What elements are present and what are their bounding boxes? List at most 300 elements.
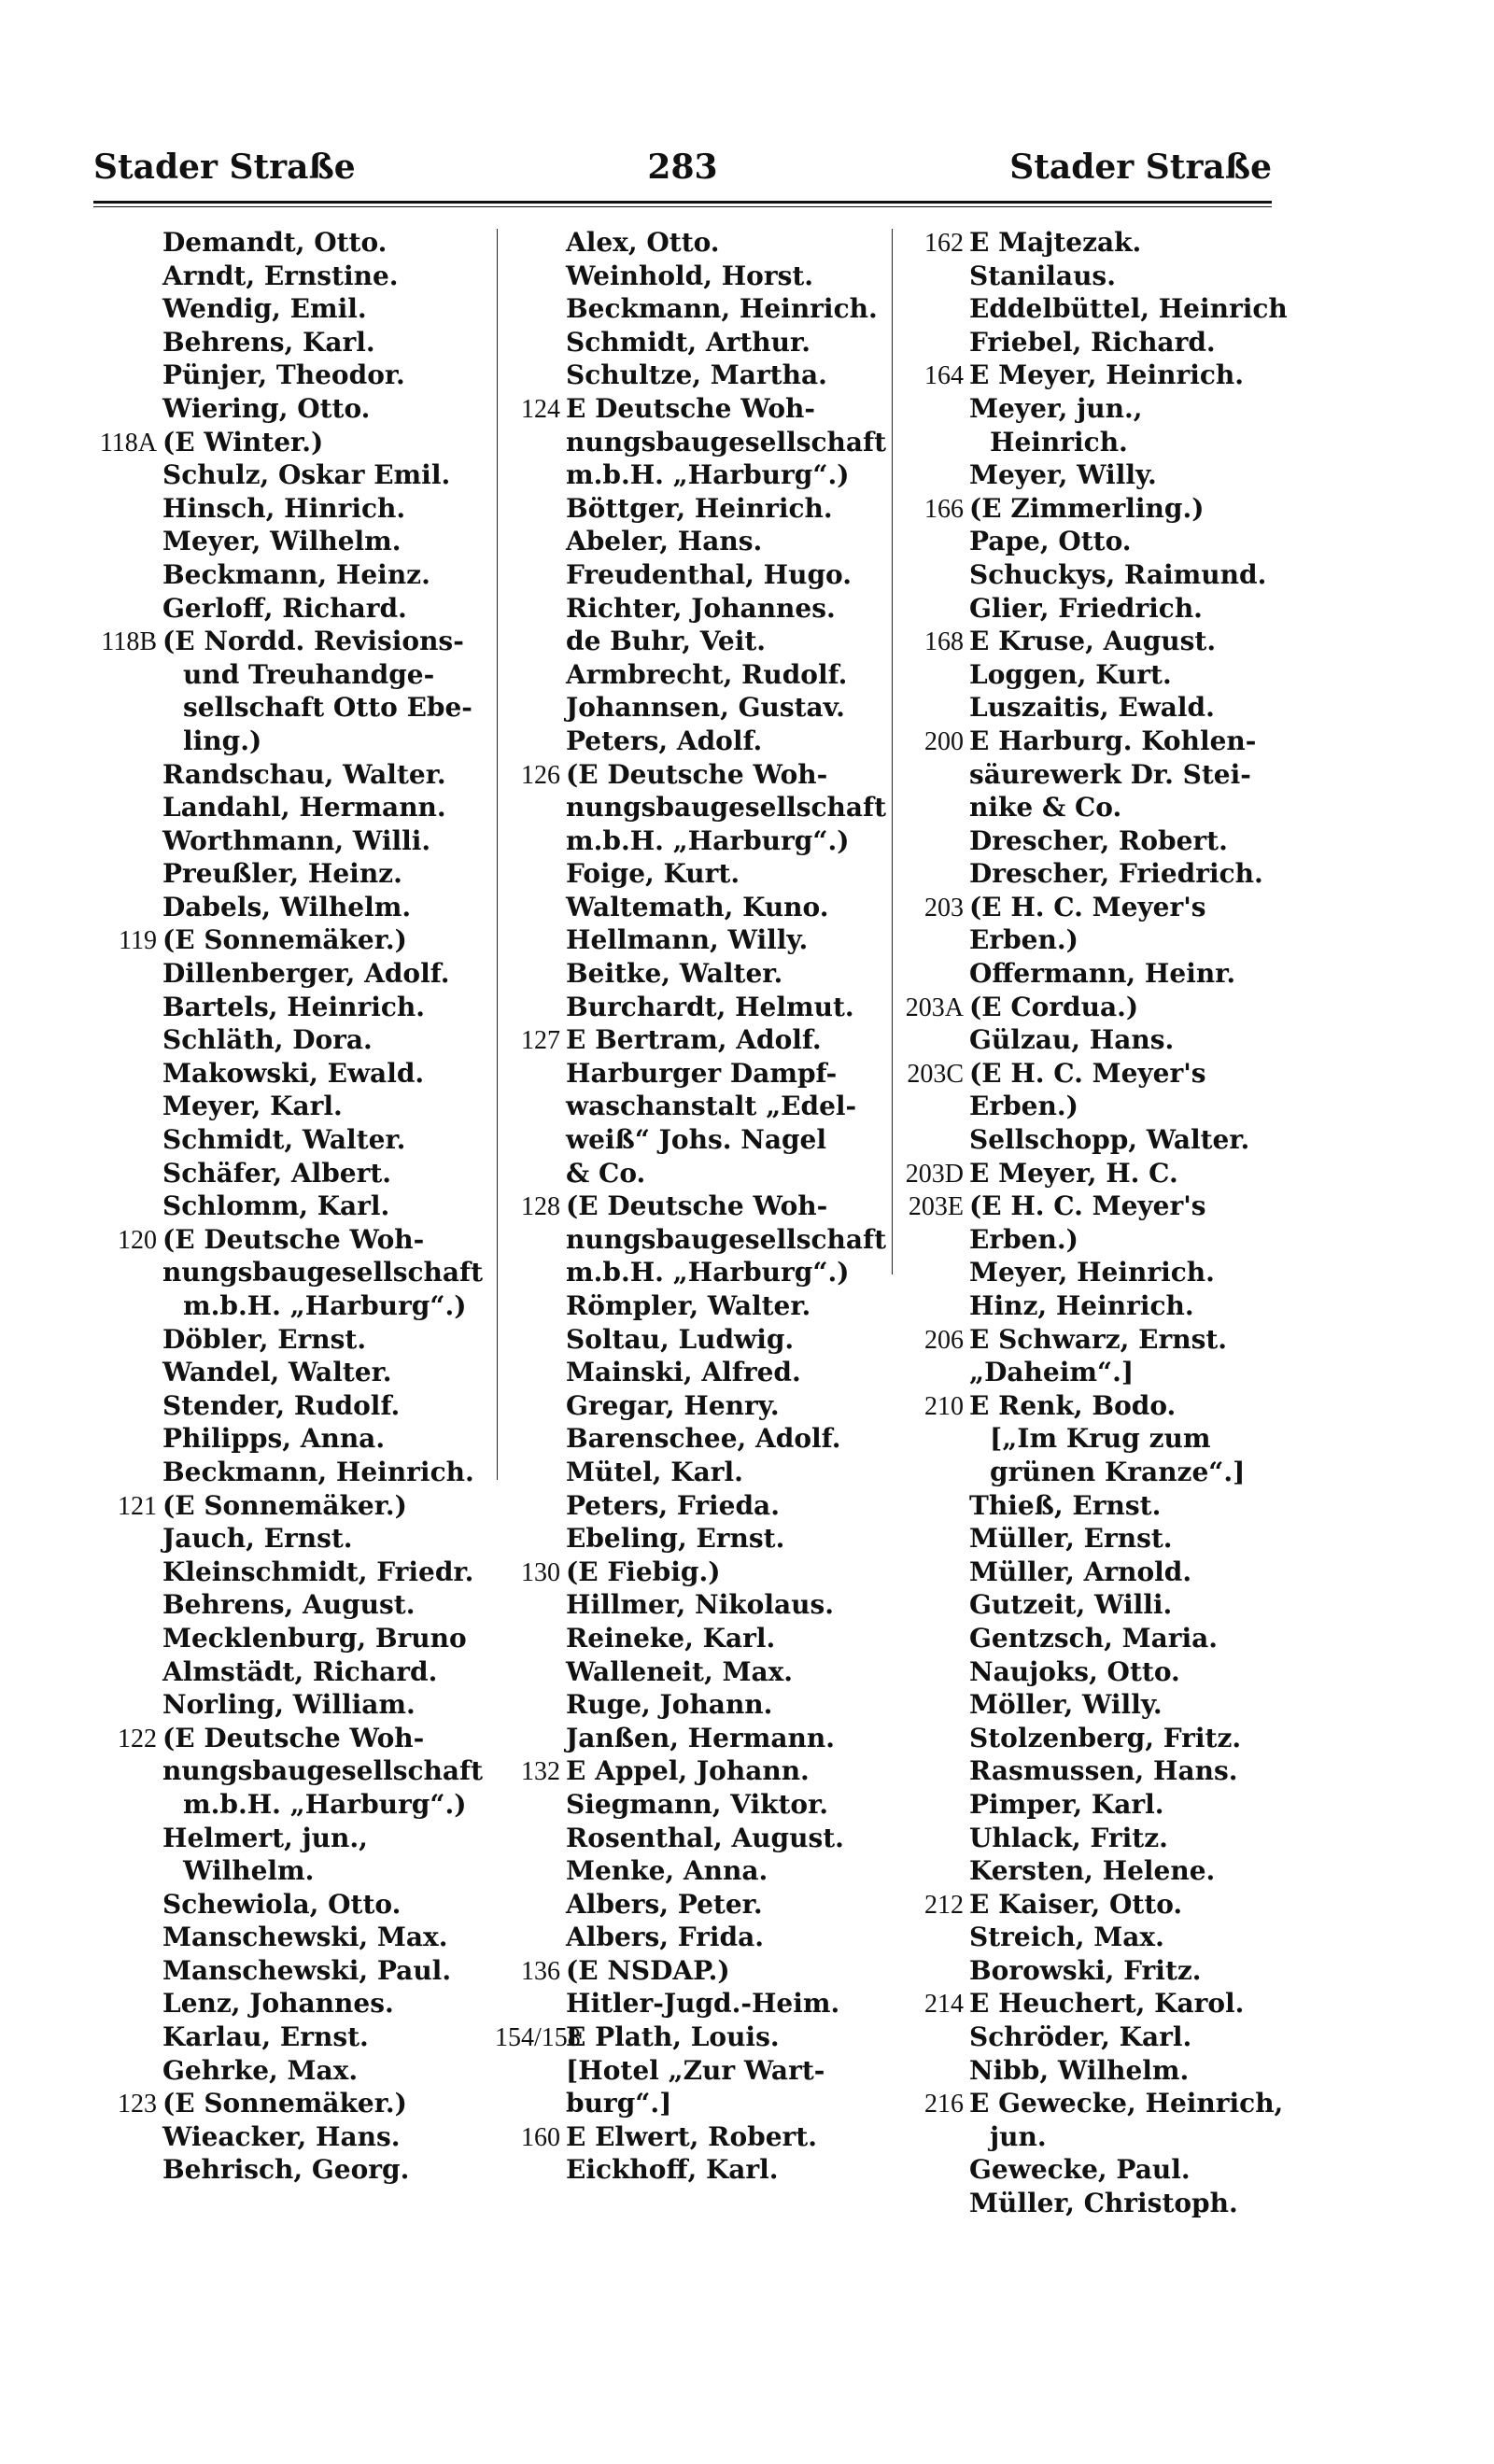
entry-text: Peters, Frieda.: [566, 1489, 780, 1521]
entry-text: m.b.H. „Harburg“.): [566, 824, 850, 856]
directory-entry: [898, 525, 1290, 558]
directory-entry: [92, 791, 484, 824]
directory-entry: [495, 891, 887, 924]
header-rule-thin: [93, 206, 1272, 207]
directory-entry: [495, 426, 887, 459]
directory-entry: [898, 791, 1290, 824]
directory-entry: [495, 991, 887, 1024]
entry-text: (E Sonnemäker.): [162, 1489, 407, 1521]
directory-entry: [898, 923, 1290, 957]
entry-text: Luszaitis, Ewald.: [969, 692, 1215, 724]
entry-text: Armbrecht, Rudolf.: [566, 658, 848, 690]
directory-entry: [92, 1456, 484, 1489]
directory-entry: [92, 1822, 484, 1855]
directory-entry: [898, 1157, 1290, 1190]
entry-text: Norling, William.: [162, 1689, 416, 1721]
entry-text: (E Sonnemäker.): [162, 924, 407, 956]
entry-text: Stanilaus.: [969, 260, 1116, 291]
directory-entry: [92, 359, 484, 392]
entry-text: Bartels, Heinrich.: [162, 991, 426, 1022]
directory-entry: [92, 1754, 484, 1788]
entry-text: Behrens, Karl.: [162, 326, 375, 358]
entry-text: Ruge, Johann.: [566, 1689, 773, 1721]
directory-entry: [92, 1256, 484, 1289]
house-number: 210: [924, 1391, 964, 1421]
house-number: 128: [521, 1192, 560, 1222]
entry-text: Barenschee, Adolf.: [566, 1423, 841, 1455]
entry-text: jun.: [990, 2120, 1047, 2152]
directory-entry: [898, 1655, 1290, 1689]
entry-text: E Gewecke, Heinrich,: [969, 2088, 1284, 2119]
entry-text: Hinz, Heinrich.: [969, 1290, 1194, 1321]
page-header: [93, 140, 1272, 196]
directory-entry: [92, 426, 484, 459]
entry-text: Sellschopp, Walter.: [969, 1124, 1250, 1156]
house-number: 127: [521, 1026, 560, 1056]
directory-entry: [92, 625, 484, 658]
directory-entry: [898, 1023, 1290, 1057]
entry-text: Dabels, Wilhelm.: [162, 891, 412, 922]
entry-text: E Kruse, August.: [969, 626, 1217, 657]
entry-text: Mainski, Alfred.: [566, 1357, 801, 1388]
entry-text: Heinrich.: [990, 426, 1128, 458]
entry-text: Freudenthal, Hugo.: [566, 558, 852, 590]
entry-text: (E Fiebig.): [566, 1556, 721, 1587]
directory-entry: [898, 1854, 1290, 1888]
entry-text: Offermann, Heinr.: [969, 958, 1236, 990]
directory-entry: [898, 1954, 1290, 1988]
entry-text: Stolzenberg, Fritz.: [969, 1722, 1242, 1753]
house-number: 168: [924, 627, 964, 657]
entry-text: Schultze, Martha.: [566, 359, 827, 391]
entry-text: Erben.): [969, 924, 1078, 956]
house-number: 203D: [905, 1159, 964, 1189]
header-street-left: Stader Straße: [93, 148, 356, 187]
directory-entry: [495, 592, 887, 626]
entry-text: E Deutsche Woh-: [566, 392, 816, 424]
directory-entry: [495, 957, 887, 991]
entry-text: Schäfer, Albert.: [162, 1157, 392, 1189]
directory-entry: [92, 558, 484, 592]
house-number: 119: [119, 926, 157, 956]
house-number: 120: [118, 1225, 157, 1255]
directory-entry: [92, 1023, 484, 1057]
directory-entry: [495, 1921, 887, 1954]
directory-entry: [898, 1190, 1290, 1223]
column-divider-2: [892, 229, 893, 1274]
directory-entry: [898, 2187, 1290, 2220]
directory-entry: [898, 2087, 1290, 2120]
entry-text: nungsbaugesellschaft: [566, 1223, 887, 1255]
house-number: 203A: [905, 993, 964, 1022]
directory-entry: [898, 1754, 1290, 1788]
entry-text: sellschaft Otto Ebe-: [183, 692, 472, 724]
entry-text: (E H. C. Meyer's: [969, 1057, 1206, 1089]
directory-entry: [92, 824, 484, 858]
entry-text: nike & Co.: [969, 792, 1122, 824]
directory-entry: [495, 1888, 887, 1922]
directory-entry: [495, 1289, 887, 1323]
directory-entry: [495, 1256, 887, 1289]
entry-text: Demandt, Otto.: [162, 227, 388, 258]
entry-text: Uhlack, Fritz.: [969, 1822, 1168, 1853]
entry-text: Kersten, Helene.: [969, 1855, 1216, 1887]
entry-text: E Meyer, H. C.: [969, 1157, 1178, 1189]
entry-text: Albers, Peter.: [566, 1888, 763, 1920]
directory-entry: [898, 1323, 1290, 1357]
entry-text: Alex, Otto.: [566, 227, 720, 258]
directory-entry: [495, 1987, 887, 2020]
directory-entry: [898, 1123, 1290, 1157]
directory-entry: [92, 957, 484, 991]
directory-entry: [92, 292, 484, 326]
entry-text: Reineke, Karl.: [566, 1622, 776, 1654]
directory-entry: [898, 1987, 1290, 2020]
directory-entry: [92, 991, 484, 1024]
directory-entry: [495, 658, 887, 692]
directory-entry: [92, 1389, 484, 1423]
directory-entry: [92, 392, 484, 426]
directory-entry: [92, 891, 484, 924]
entry-text: (E H. C. Meyer's: [969, 1190, 1206, 1222]
directory-entry: [92, 658, 484, 692]
house-number: 166: [924, 494, 964, 524]
entry-text: E Kaiser, Otto.: [969, 1888, 1183, 1920]
directory-entry: [495, 791, 887, 824]
entry-text: Mecklenburg, Bruno: [162, 1622, 467, 1654]
entry-text: Schläth, Dora.: [162, 1024, 373, 1056]
entry-text: Harburger Dampf-: [566, 1057, 838, 1089]
entry-text: [„Im Krug zum: [990, 1423, 1211, 1455]
entry-text: E Heuchert, Karol.: [969, 1988, 1245, 2020]
house-number: 203: [924, 893, 964, 922]
entry-text: Pimper, Karl.: [969, 1788, 1164, 1820]
house-number: 154/158: [495, 2023, 581, 2053]
entry-text: Schröder, Karl.: [969, 2021, 1192, 2053]
entry-text: Mütel, Karl.: [566, 1456, 743, 1487]
directory-entry: [495, 492, 887, 526]
directory-entry: [92, 1190, 484, 1223]
directory-entry: [92, 1722, 484, 1755]
entry-text: Eickhoff, Karl.: [566, 2154, 779, 2186]
entry-text: Peters, Adolf.: [566, 725, 763, 756]
entry-text: Landahl, Hermann.: [162, 792, 446, 824]
directory-entry: [495, 1190, 887, 1223]
directory-entry: [495, 1622, 887, 1655]
directory-entry: [495, 226, 887, 260]
directory-entry: [92, 1323, 484, 1357]
directory-entry: [495, 1556, 887, 1589]
directory-entry: [898, 458, 1290, 492]
entry-text: Meyer, Willy.: [969, 459, 1157, 491]
directory-entry: [898, 1223, 1290, 1257]
entry-text: (E Deutsche Woh-: [162, 1722, 425, 1753]
header-street-right: Stader Straße: [1009, 148, 1272, 187]
directory-entry: [898, 691, 1290, 725]
directory-entry: [898, 1688, 1290, 1722]
directory-entry: [898, 2153, 1290, 2187]
house-number: 206: [924, 1325, 964, 1355]
directory-entry: [495, 1223, 887, 1257]
directory-entry: [92, 2020, 484, 2054]
directory-entry: [495, 2153, 887, 2187]
directory-entry: [898, 260, 1290, 293]
directory-entry: [898, 292, 1290, 326]
entry-text: Glier, Friedrich.: [969, 592, 1203, 624]
directory-entry: [92, 592, 484, 626]
directory-entry: [898, 857, 1290, 891]
entry-text: Beckmann, Heinz.: [162, 558, 430, 590]
entry-text: burg“.]: [566, 2088, 672, 2119]
entry-text: Gerloff, Richard.: [162, 592, 407, 624]
entry-text: Johannsen, Gustav.: [566, 692, 845, 724]
page-number: 283: [647, 148, 718, 187]
directory-entry: [92, 1954, 484, 1988]
entry-text: Hillmer, Nikolaus.: [566, 1589, 834, 1621]
directory-entry: [495, 458, 887, 492]
entry-text: Streich, Max.: [969, 1922, 1164, 1953]
directory-entry: [92, 1223, 484, 1257]
entry-text: Richter, Johannes.: [566, 592, 836, 624]
entry-text: Eddelbüttel, Heinrich: [969, 293, 1288, 325]
entry-text: Gutzeit, Willi.: [969, 1589, 1173, 1621]
directory-entry: [495, 923, 887, 957]
entry-text: E Appel, Johann.: [566, 1755, 810, 1787]
directory-entry: [898, 359, 1290, 392]
directory-entry: [495, 857, 887, 891]
entry-text: Abeler, Hans.: [566, 526, 763, 557]
entry-text: de Buhr, Veit.: [566, 626, 767, 657]
directory-entry: [495, 1157, 887, 1190]
directory-entry: [495, 1090, 887, 1123]
directory-entry: [898, 1556, 1290, 1589]
directory-entry: [92, 1987, 484, 2020]
directory-entry: [495, 2054, 887, 2088]
entry-text: Dillenberger, Adolf.: [162, 958, 450, 990]
directory-entry: [495, 758, 887, 792]
directory-entry: [92, 1522, 484, 1556]
directory-entry: [495, 1754, 887, 1788]
entry-text: Hitler-Jugd.-Heim.: [566, 1988, 840, 2020]
entry-text: Gülzau, Hans.: [969, 1024, 1175, 1056]
house-number: 164: [924, 361, 964, 391]
entry-text: und Treuhandge-: [183, 658, 435, 690]
entry-text: (E Deutsche Woh-: [566, 1190, 828, 1222]
entry-text: Beckmann, Heinrich.: [566, 293, 878, 325]
directory-entry: [898, 1522, 1290, 1556]
house-number: 214: [924, 1990, 964, 2020]
entry-text: Schmidt, Walter.: [162, 1124, 406, 1156]
entry-text: Wieacker, Hans.: [162, 2120, 401, 2152]
directory-entry: [92, 1090, 484, 1123]
entry-text: Helmert, jun.,: [162, 1822, 368, 1853]
directory-entry: [92, 857, 484, 891]
directory-entry: [898, 957, 1290, 991]
entry-text: „Daheim“.]: [969, 1357, 1135, 1388]
header-rule: [93, 201, 1272, 204]
directory-entry: [92, 1588, 484, 1622]
entry-text: waschanstalt „Edel-: [566, 1091, 857, 1122]
entry-text: ling.): [183, 725, 262, 756]
directory-entry: [92, 458, 484, 492]
entry-text: Friebel, Richard.: [969, 326, 1216, 358]
directory-entry: [92, 1356, 484, 1389]
directory-entry: [92, 525, 484, 558]
directory-entry: [92, 2087, 484, 2120]
entry-text: säurewerk Dr. Stei-: [969, 758, 1251, 790]
house-number: 126: [521, 760, 560, 790]
house-number: 160: [521, 2122, 560, 2152]
entry-text: Beckmann, Heinrich.: [162, 1456, 474, 1487]
entry-text: Schuckys, Raimund.: [969, 558, 1267, 590]
directory-entry: [898, 2054, 1290, 2088]
entry-text: Siegmann, Viktor.: [566, 1788, 829, 1820]
entry-text: Manschewski, Paul.: [162, 1954, 452, 1986]
directory-entry: [92, 1888, 484, 1922]
directory-entry: [898, 891, 1290, 924]
entry-text: Soltau, Ludwig.: [566, 1323, 795, 1355]
entry-text: Erben.): [969, 1091, 1078, 1122]
entry-text: Behrisch, Georg.: [162, 2154, 410, 2186]
entry-text: Drescher, Robert.: [969, 824, 1228, 856]
directory-entry: [495, 1456, 887, 1489]
directory-entry: [92, 226, 484, 260]
directory-entry: [495, 1954, 887, 1988]
directory-entry: [898, 2020, 1290, 2054]
directory-entry: [92, 326, 484, 359]
house-number: 122: [118, 1724, 157, 1753]
entry-text: nungsbaugesellschaft: [162, 1257, 484, 1288]
directory-entry: [898, 1090, 1290, 1123]
entry-text: Kleinschmidt, Friedr.: [162, 1556, 474, 1587]
column-2: [495, 226, 887, 2187]
entry-text: Wiering, Otto.: [162, 392, 371, 424]
entry-text: Karlau, Ernst.: [162, 2021, 369, 2053]
directory-entry: [898, 226, 1290, 260]
entry-text: Borowski, Fritz.: [969, 1954, 1202, 1986]
entry-text: Rasmussen, Hans.: [969, 1755, 1238, 1787]
directory-entry: [898, 1356, 1290, 1389]
entry-text: Randschau, Walter.: [162, 758, 446, 790]
entry-text: Lenz, Johannes.: [162, 1988, 394, 2020]
column-1: [92, 226, 484, 2187]
directory-entry: [495, 2087, 887, 2120]
entry-text: E Plath, Louis.: [566, 2021, 780, 2053]
house-number: 203E: [908, 1192, 964, 1222]
entry-text: Wendig, Emil.: [162, 293, 367, 325]
directory-entry: [898, 824, 1290, 858]
house-number: 121: [118, 1491, 157, 1521]
directory-entry: [92, 2153, 484, 2187]
directory-entry: [495, 260, 887, 293]
entry-text: Römpler, Walter.: [566, 1290, 811, 1321]
directory-entry: [898, 625, 1290, 658]
entry-text: Loggen, Kurt.: [969, 658, 1172, 690]
directory-entry: [92, 923, 484, 957]
directory-entry: [495, 625, 887, 658]
directory-entry: [898, 592, 1290, 626]
directory-entry: [898, 426, 1290, 459]
entry-text: Burchardt, Helmut.: [566, 991, 854, 1022]
entry-text: nungsbaugesellschaft: [566, 792, 887, 824]
house-number: 118A: [99, 428, 157, 458]
entry-text: m.b.H. „Harburg“.): [183, 1290, 467, 1321]
entry-text: E Bertram, Adolf.: [566, 1024, 822, 1056]
house-number: 132: [521, 1757, 560, 1787]
directory-entry: [495, 326, 887, 359]
entry-text: Makowski, Ewald.: [162, 1057, 425, 1089]
directory-entry: [495, 1422, 887, 1456]
directory-entry: [898, 658, 1290, 692]
entry-text: & Co.: [566, 1157, 646, 1189]
entry-text: Thieß, Ernst.: [969, 1489, 1162, 1521]
entry-text: Meyer, Karl.: [162, 1091, 343, 1122]
directory-entry: [898, 1422, 1290, 1456]
directory-entry: [898, 1788, 1290, 1822]
directory-entry: [92, 1622, 484, 1655]
house-number: 216: [924, 2090, 964, 2119]
entry-text: Wandel, Walter.: [162, 1357, 392, 1388]
entry-text: Stender, Rudolf.: [162, 1389, 401, 1421]
directory-entry: [92, 1157, 484, 1190]
entry-text: E Majtezak.: [969, 227, 1142, 258]
entry-text: (E NSDAP.): [566, 1954, 730, 1986]
entry-text: Ebeling, Ernst.: [566, 1523, 785, 1555]
house-number: 123: [118, 2090, 157, 2119]
entry-text: Gehrke, Max.: [162, 2054, 359, 2086]
directory-entry: [495, 292, 887, 326]
entry-text: E Meyer, Heinrich.: [969, 359, 1244, 391]
entry-text: Manschewski, Max.: [162, 1922, 448, 1953]
directory-entry: [495, 1023, 887, 1057]
entry-text: Müller, Ernst.: [969, 1523, 1173, 1555]
directory-entry: [92, 1489, 484, 1523]
entry-text: Gregar, Henry.: [566, 1389, 780, 1421]
directory-entry: [898, 1722, 1290, 1755]
entry-text: Jauch, Ernst.: [162, 1523, 353, 1555]
entry-text: Pünjer, Theodor.: [162, 359, 405, 391]
directory-entry: [495, 1655, 887, 1689]
directory-entry: [898, 1289, 1290, 1323]
house-number: 203C: [907, 1059, 964, 1089]
entry-text: Worthmann, Willi.: [162, 824, 431, 856]
entry-text: Möller, Willy.: [969, 1689, 1163, 1721]
entry-text: Hinsch, Hinrich.: [162, 492, 406, 524]
directory-entry: [92, 1854, 484, 1888]
entry-text: Schlomm, Karl.: [162, 1190, 390, 1222]
entry-text: Janßen, Hermann.: [566, 1722, 835, 1753]
entry-text: Pape, Otto.: [969, 526, 1132, 557]
entry-text: Döbler, Ernst.: [162, 1323, 367, 1355]
directory-entry: [898, 725, 1290, 758]
entry-text: Foige, Kurt.: [566, 858, 740, 890]
directory-entry: [898, 558, 1290, 592]
entry-text: Nibb, Wilhelm.: [969, 2054, 1190, 2086]
entry-text: Gentzsch, Maria.: [969, 1622, 1218, 1654]
entry-text: nungsbaugesellschaft: [566, 426, 887, 458]
entry-text: Almstädt, Richard.: [162, 1655, 438, 1687]
entry-text: nungsbaugesellschaft: [162, 1755, 484, 1787]
directory-entry: [92, 2054, 484, 2088]
entry-text: (E Winter.): [162, 426, 324, 458]
directory-entry: [92, 1688, 484, 1722]
entry-text: Behrens, August.: [162, 1589, 416, 1621]
entry-text: grünen Kranze“.]: [990, 1456, 1246, 1487]
directory-entry: [898, 1256, 1290, 1289]
directory-entry: [495, 525, 887, 558]
house-number: 124: [521, 394, 560, 424]
directory-entry: [898, 1456, 1290, 1489]
